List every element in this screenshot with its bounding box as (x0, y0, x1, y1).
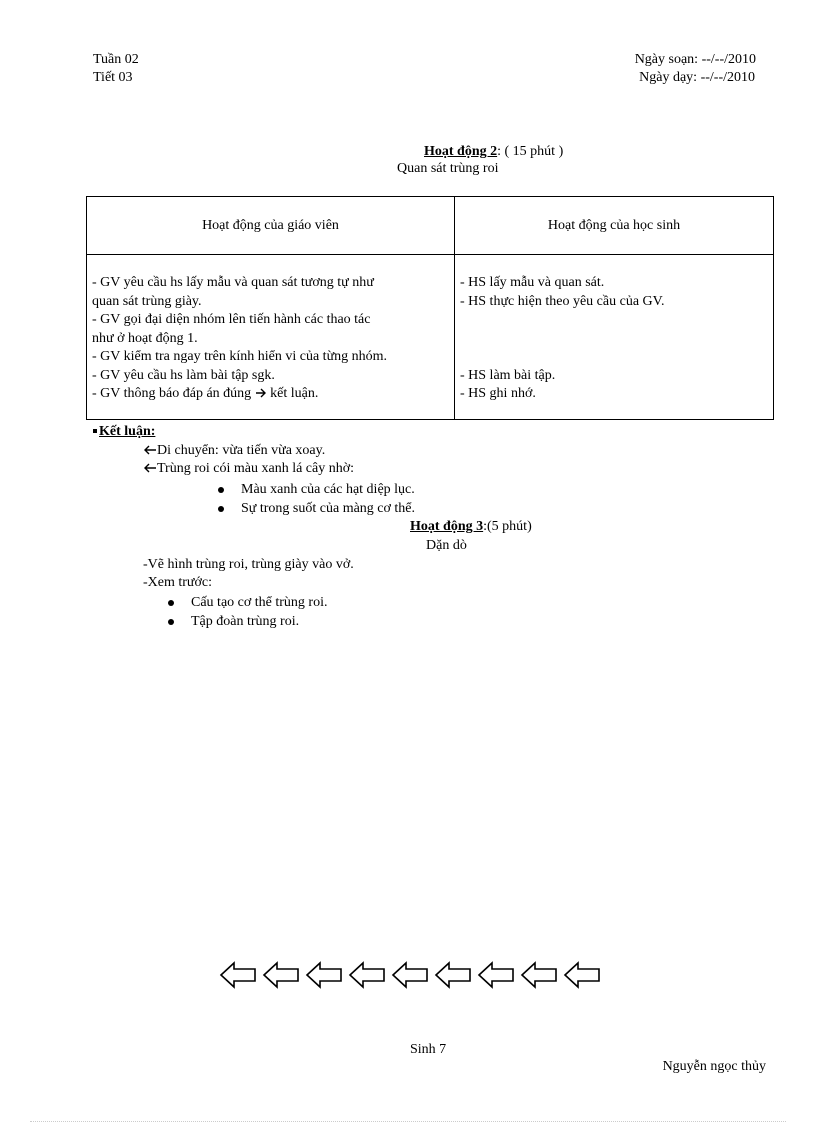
activity2-subtitle: Quan sát trùng roi (397, 161, 499, 176)
right-arrow-icon (255, 387, 267, 406)
decorative-arrow-row (219, 960, 601, 990)
conclusion-label: Kết luận: (99, 424, 156, 439)
conclusion-heading (93, 423, 155, 441)
conclusion-line-1 (143, 442, 325, 462)
activity2-heading (424, 143, 563, 161)
conclusion-bullet-text: Sự trong suốt của màng cơ thể. (241, 501, 416, 516)
teacher-line: quan sát trùng giày. (92, 293, 202, 309)
footer-subject: Sinh 7 (410, 1042, 447, 1057)
blank-line (460, 330, 769, 349)
homework-bullet-item (168, 594, 327, 612)
outline-left-arrow-icon (305, 960, 343, 990)
outline-left-arrow-icon (434, 960, 472, 990)
homework-line-1: -Vẽ hình trùng roi, trùng giày vào vở. (143, 557, 354, 572)
square-bullet-icon (93, 429, 97, 433)
homework-bullet-text: Tập đoàn trùng roi. (191, 614, 300, 629)
teacher-line-text: kết luận. (270, 386, 319, 401)
conclusion-bullet-item (218, 500, 415, 518)
student-line: - HS làm bài tập. (460, 367, 556, 383)
homework-bullet-item (168, 613, 299, 631)
homework-bullet-text: Cấu tạo cơ thể trùng roi. (191, 595, 328, 610)
activity2-title: Hoạt động 2 (424, 144, 498, 159)
teach-date: Ngày dạy: --/--/2010 (639, 70, 755, 85)
activity3-title: Hoạt động 3 (410, 519, 484, 534)
teacher-cell (87, 255, 455, 420)
outline-left-arrow-icon (219, 960, 257, 990)
activity3-duration: :(5 phút) (483, 519, 532, 534)
teacher-line (92, 385, 450, 406)
activity3-subtitle: Dặn dò (426, 538, 467, 553)
conclusion-line-2 (143, 460, 354, 480)
bullet-icon (168, 619, 174, 625)
teacher-line: như ở hoạt động 1. (92, 330, 198, 346)
activity2-duration: : ( 15 phút ) (497, 144, 564, 159)
activity3-heading (410, 518, 532, 536)
outline-left-arrow-icon (520, 960, 558, 990)
period-label: Tiết 03 (93, 70, 133, 85)
student-line: - HS ghi nhớ. (460, 386, 536, 401)
teacher-line: - GV kiểm tra ngay trên kính hiển vi của từng nhóm. (92, 349, 388, 364)
teacher-line: - GV yêu cầu hs làm bài tập sgk. (92, 367, 275, 383)
page-bottom-divider (30, 1121, 786, 1122)
week-label: Tuần 02 (93, 52, 139, 67)
bullet-icon (168, 600, 174, 606)
prep-date: Ngày soạn: --/--/2010 (634, 52, 756, 67)
left-arrow-icon (143, 462, 157, 480)
teacher-line: - GV yêu cầu hs lấy mẫu và quan sát tương tự như (92, 275, 374, 290)
outline-left-arrow-icon (391, 960, 429, 990)
col-teacher-header: Hoạt động của giáo viên (87, 197, 455, 255)
activity-table (86, 196, 774, 420)
conclusion-text-1: Di chuyển: vừa tiến vừa xoay. (157, 443, 326, 458)
outline-left-arrow-icon (262, 960, 300, 990)
conclusion-bullet-item (218, 481, 415, 499)
teacher-line-text: - GV thông báo đáp án đúng (92, 386, 252, 401)
homework-line-2: -Xem trước: (143, 575, 213, 590)
bullet-icon (218, 487, 224, 493)
conclusion-bullet-text: Màu xanh của các hạt diệp lục. (241, 482, 415, 497)
footer-author: Nguyễn ngọc thủy (662, 1059, 766, 1074)
bullet-icon (218, 506, 224, 512)
outline-left-arrow-icon (348, 960, 386, 990)
student-line: - HS thực hiện theo yêu cầu của GV. (460, 293, 665, 309)
blank-line (460, 348, 769, 367)
teacher-line: - GV gọi đại diện nhóm lên tiến hành các thao tác (92, 312, 371, 327)
col-student-header: Hoạt động của học sinh (455, 197, 774, 255)
student-cell (455, 255, 774, 420)
outline-left-arrow-icon (563, 960, 601, 990)
outline-left-arrow-icon (477, 960, 515, 990)
conclusion-text-2: Trùng roi cói màu xanh lá cây nhờ: (157, 461, 355, 476)
blank-line (460, 311, 769, 330)
student-line: - HS lấy mẫu và quan sát. (460, 275, 605, 290)
